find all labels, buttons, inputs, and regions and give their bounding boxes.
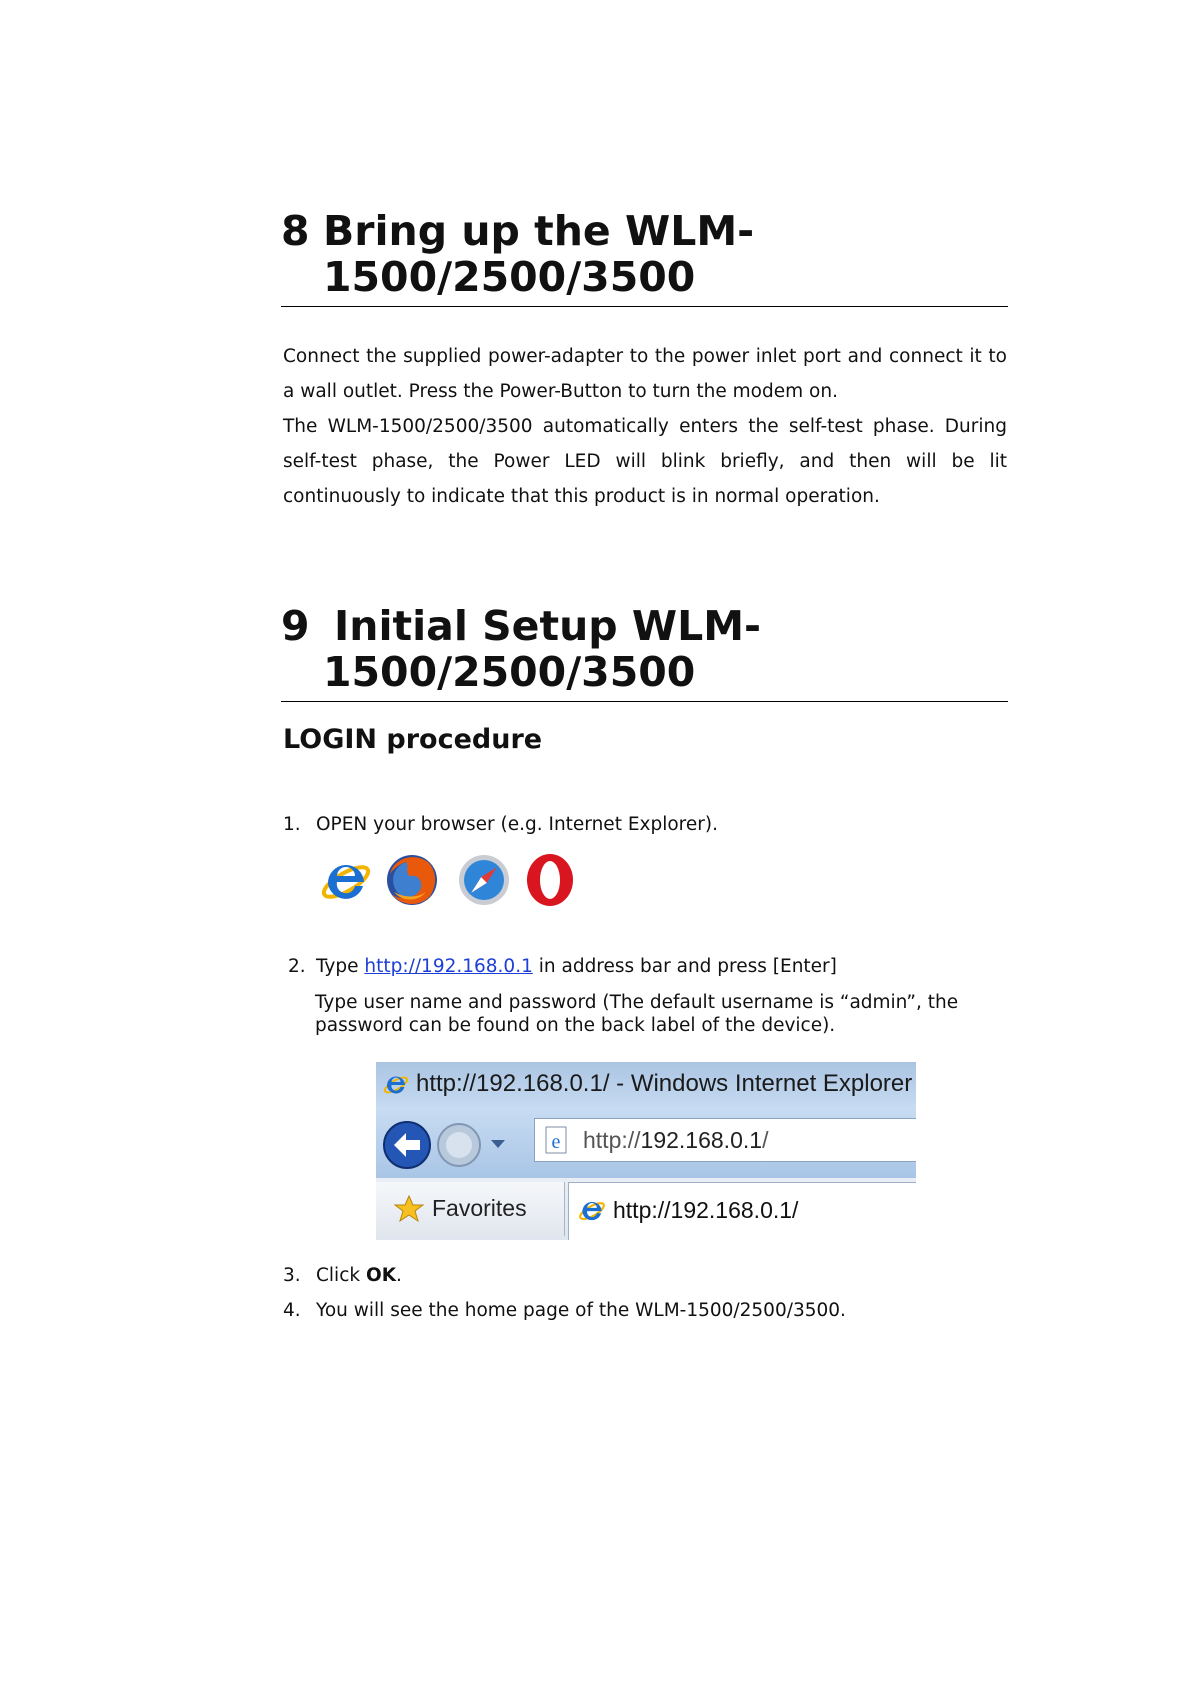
ie-title-bar: [376, 1062, 916, 1108]
svg-text:e: e: [551, 1131, 561, 1153]
back-button-icon: [382, 1120, 432, 1170]
ie-window-title: http://192.168.0.1/ - Windows Internet Explorer: [416, 1070, 913, 1097]
step-3: [283, 1264, 402, 1288]
paragraph-self-test: The WLM-1500/2500/3500 automatically enters the self-test phase. During self-test phase, the Power LED will blink briefly, and then will be lit continuously to indicate that this product is in normal operation.: [283, 416, 1007, 507]
forward-button-icon: [436, 1122, 482, 1168]
heading-line-1: Initial Setup WLM-: [334, 602, 762, 650]
paragraph-power: Connect the supplied power-adapter to the power inlet port and connect it to a wall outlet. Press the Power-Button to turn the modem on.: [283, 346, 1007, 402]
step-2: [288, 955, 837, 979]
ie-tab: [568, 1182, 916, 1240]
internet-explorer-icon: [577, 1195, 607, 1225]
step-text-post: in address bar and press [Enter]: [532, 956, 837, 977]
internet-explorer-icon: [318, 852, 374, 908]
step-4: [283, 1299, 846, 1323]
opera-icon: [522, 852, 578, 908]
step-number: 1.: [283, 814, 301, 835]
step-text: You will see the home page of the WLM-1500/2500/3500.: [316, 1300, 846, 1321]
step-text: OPEN your browser (e.g. Internet Explorer).: [316, 814, 718, 835]
safari-icon: [456, 852, 512, 908]
heading-line-2: 1500/2500/3500: [323, 648, 696, 696]
step-1: [283, 813, 718, 837]
heading-line-2: 1500/2500/3500: [323, 253, 696, 301]
ie-navigation-bar: [376, 1108, 916, 1178]
step-number: 3.: [283, 1265, 301, 1286]
firefox-icon: [384, 852, 440, 908]
internet-explorer-icon: [382, 1070, 410, 1098]
step-text-pre: Click: [316, 1265, 366, 1286]
step-number: 4.: [283, 1300, 301, 1321]
section-number: 8: [281, 207, 310, 255]
chevron-down-icon: [490, 1138, 506, 1150]
section-number: 9: [281, 602, 310, 650]
ie-address-bar-screenshot: [376, 1062, 916, 1240]
ie-tab-title: http://192.168.0.1/: [613, 1197, 799, 1223]
step-number: 2.: [288, 956, 306, 977]
section-9-heading: [281, 603, 1008, 702]
ok-label: OK: [365, 1265, 397, 1286]
step-text-pre: Type: [316, 956, 365, 977]
star-icon: [394, 1194, 424, 1224]
page-icon: [543, 1126, 571, 1154]
section-8-heading: [281, 208, 1008, 307]
heading-line-1: Bring up the WLM-: [323, 207, 755, 255]
step-text-post: .: [396, 1265, 402, 1286]
login-subheading: LOGIN procedure: [283, 724, 543, 755]
ie-favorites-bar: [376, 1178, 916, 1240]
favorites-label: Favorites: [432, 1195, 527, 1221]
step-2-note: Type user name and password (The default username is “admin”, the password can be found on the back label of the device).: [315, 992, 959, 1036]
ie-address-text: http://192.168.0.1/: [583, 1127, 769, 1153]
router-address-link[interactable]: http://192.168.0.1: [364, 956, 533, 977]
favorites-button: [376, 1182, 565, 1236]
ie-address-input: [534, 1118, 916, 1162]
